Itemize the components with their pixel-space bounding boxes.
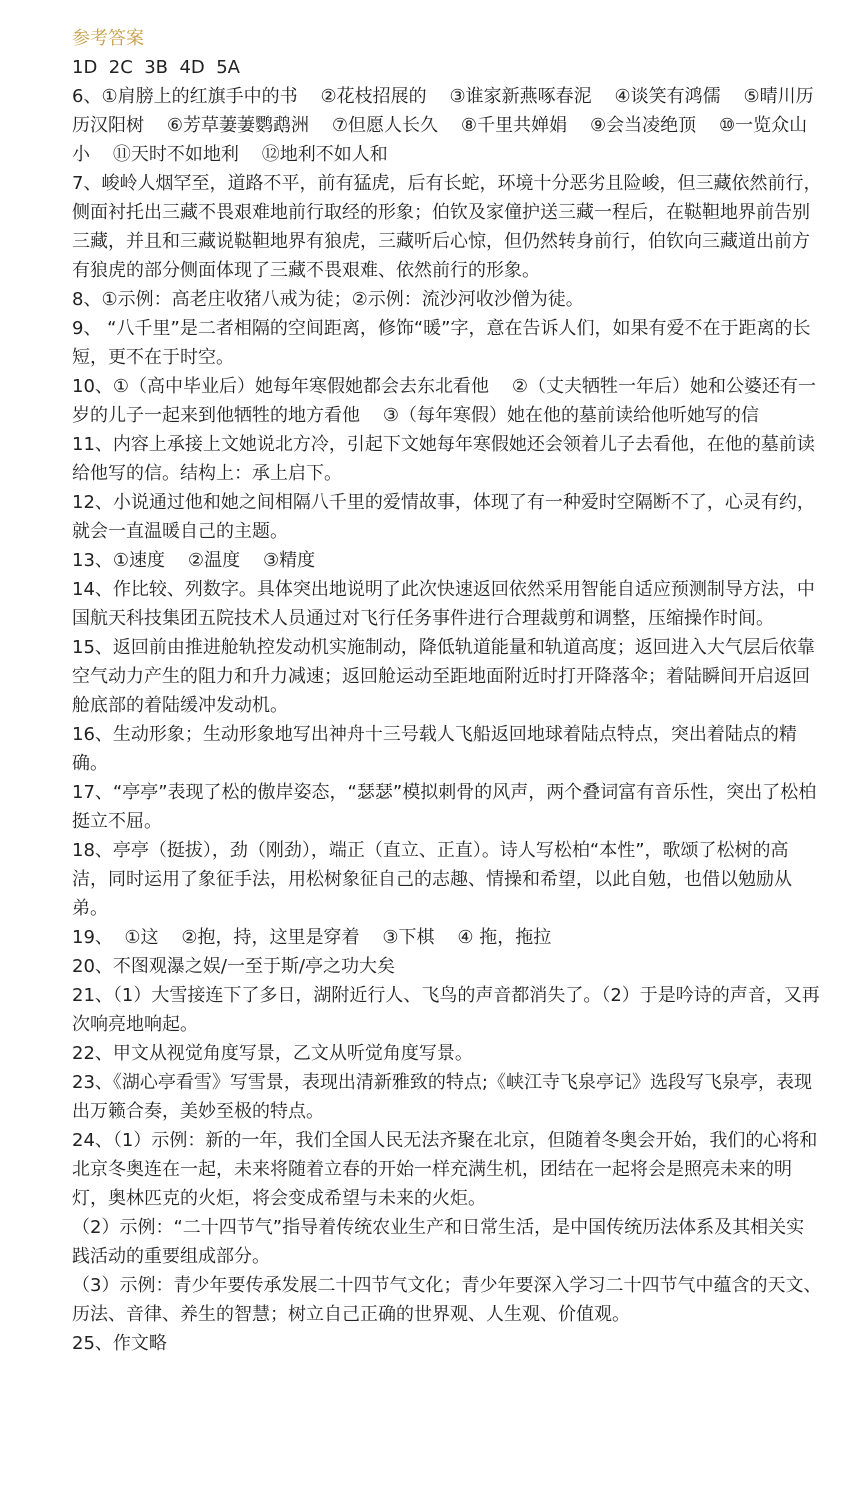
- answer-item: 19、 ①这 ②抱，持，这里是穿着 ③下棋 ④ 拖，拖拉: [72, 927, 552, 948]
- answer-item: 23、《湖心亭看雪》写雪景，表现出清新雅致的特点;《峡江寺飞泉亭记》选段写飞泉亭，表现出万籁合奏，美妙至极的特点。: [72, 1072, 812, 1122]
- answer-item: 17、“亭亭”表现了松的傲岸姿态，“瑟瑟”模拟刺骨的风声，两个叠词富有音乐性，突出了松柏挺立不屈。: [72, 782, 817, 832]
- answer-item: 6、①肩膀上的红旗手中的书 ②花枝招展的 ③谁家新燕啄春泥 ④谈笑有鸿儒 ⑤晴川历历汉阳树 ⑥芳草萋萋鹦鹉洲 ⑦但愿人长久 ⑧千里共婵娟 ⑨会当凌绝顶 ⑩一览众山小 ⑪天时不如地利 ⑫地利不如人和: [72, 86, 814, 165]
- answer-item: 13、①速度 ②温度 ③精度: [72, 550, 316, 571]
- answer-item: 16、生动形象；生动形象地写出神舟十三号载人飞船返回地球着陆点特点，突出着陆点的精确。: [72, 724, 797, 774]
- answer-item: 14、作比较、列数字。具体突出地说明了此次快速返回依然采用智能自适应预测制导方法，中国航天科技集团五院技术人员通过对飞行任务事件进行合理裁剪和调整，压缩操作时间。: [72, 579, 815, 629]
- answer-item: （2）示例：“二十四节气”指导着传统农业生产和日常生活，是中国传统历法体系及其相关实践活动的重要组成部分。: [72, 1217, 805, 1267]
- answer-item: 8、①示例：高老庄收猪八戒为徒；②示例：流沙河收沙僧为徒。: [72, 289, 584, 310]
- answer-item: 24、（1）示例：新的一年，我们全国人民无法齐聚在北京，但随着冬奥会开始，我们的心将和北京冬奥连在一起，未来将随着立春的开始一样充满生机，团结在一起将会是照亮未来的明灯，奥林匹克的火炬，将会变成希望与未来的火炬。: [72, 1130, 818, 1209]
- answer-item: 11、内容上承接上文她说北方冷，引起下文她每年寒假她还会领着儿子去看他，在他的墓前读给他写的信。结构上：承上启下。: [72, 434, 815, 484]
- answer-item: 9、 “八千里”是二者相隔的空间距离，修饰“暖”字，意在告诉人们，如果有爱不在于距离的长短，更不在于时空。: [72, 318, 811, 368]
- answer-item: 20、不图观瀑之娱/一至于斯/亭之功大矣: [72, 956, 396, 977]
- answer-item: 7、峻岭人烟罕至，道路不平，前有猛虎，后有长蛇，环境十分恶劣且险峻，但三藏依然前行，侧面衬托出三藏不畏艰难地前行取经的形象；伯钦及家僮护送三藏一程后，在鞑靼地界前告别三藏，并且和三藏说鞑靼地界有狼虎，三藏听后心惊，但仍然转身前行，伯钦向三藏道出前方有狼虎的部分侧面体现了三藏不畏艰难、依然前行的形象。: [72, 173, 822, 281]
- answer-item: 15、返回前由推进舱轨控发动机实施制动，降低轨道能量和轨道高度；返回进入大气层后依靠空气动力产生的阻力和升力减速；返回舱运动至距地面附近时打开降落伞；着陆瞬间开启返回舱底部的着陆缓冲发动机。: [72, 637, 815, 716]
- answer-item: 10、①（高中毕业后）她每年寒假她都会去东北看他 ②（丈夫牺牲一年后）她和公婆还有一岁的儿子一起来到他牺牲的地方看他 ③（每年寒假）她在他的墓前读给他听她写的信: [72, 376, 817, 426]
- answer-item: 12、小说通过他和她之间相隔八千里的爱情故事，体现了有一种爱时空隔断不了，心灵有约，就会一直温暖自己的主题。: [72, 492, 815, 542]
- answer-list: [72, 53, 822, 1329]
- answer-item: 1D 2C 3B 4D 5A: [72, 57, 240, 78]
- answer-item: 22、甲文从视觉角度写景，乙文从听觉角度写景。: [72, 1043, 473, 1064]
- answer-item: 25、作文略: [72, 1333, 167, 1354]
- answer-item: 21、（1）大雪接连下了多日，湖附近行人、飞鸟的声音都消失了。（2）于是吟诗的声音，又再次响亮地响起。: [72, 985, 820, 1035]
- answer-item: （3）示例：青少年要传承发展二十四节气文化；青少年要深入学习二十四节气中蕴含的天文、历法、音律、养生的智慧；树立自己正确的世界观、人生观、价值观。: [72, 1275, 822, 1325]
- answer-document: [72, 24, 822, 1358]
- answer-item: 18、亭亭（挺拔），劲（刚劲），端正（直立、正直）。诗人写松柏“本性”，歌颂了松树的高洁，同时运用了象征手法，用松树象征自己的志趣、情操和希望，以此自勉，也借以勉励从弟。: [72, 840, 792, 919]
- answer-heading: 参考答案: [72, 28, 144, 49]
